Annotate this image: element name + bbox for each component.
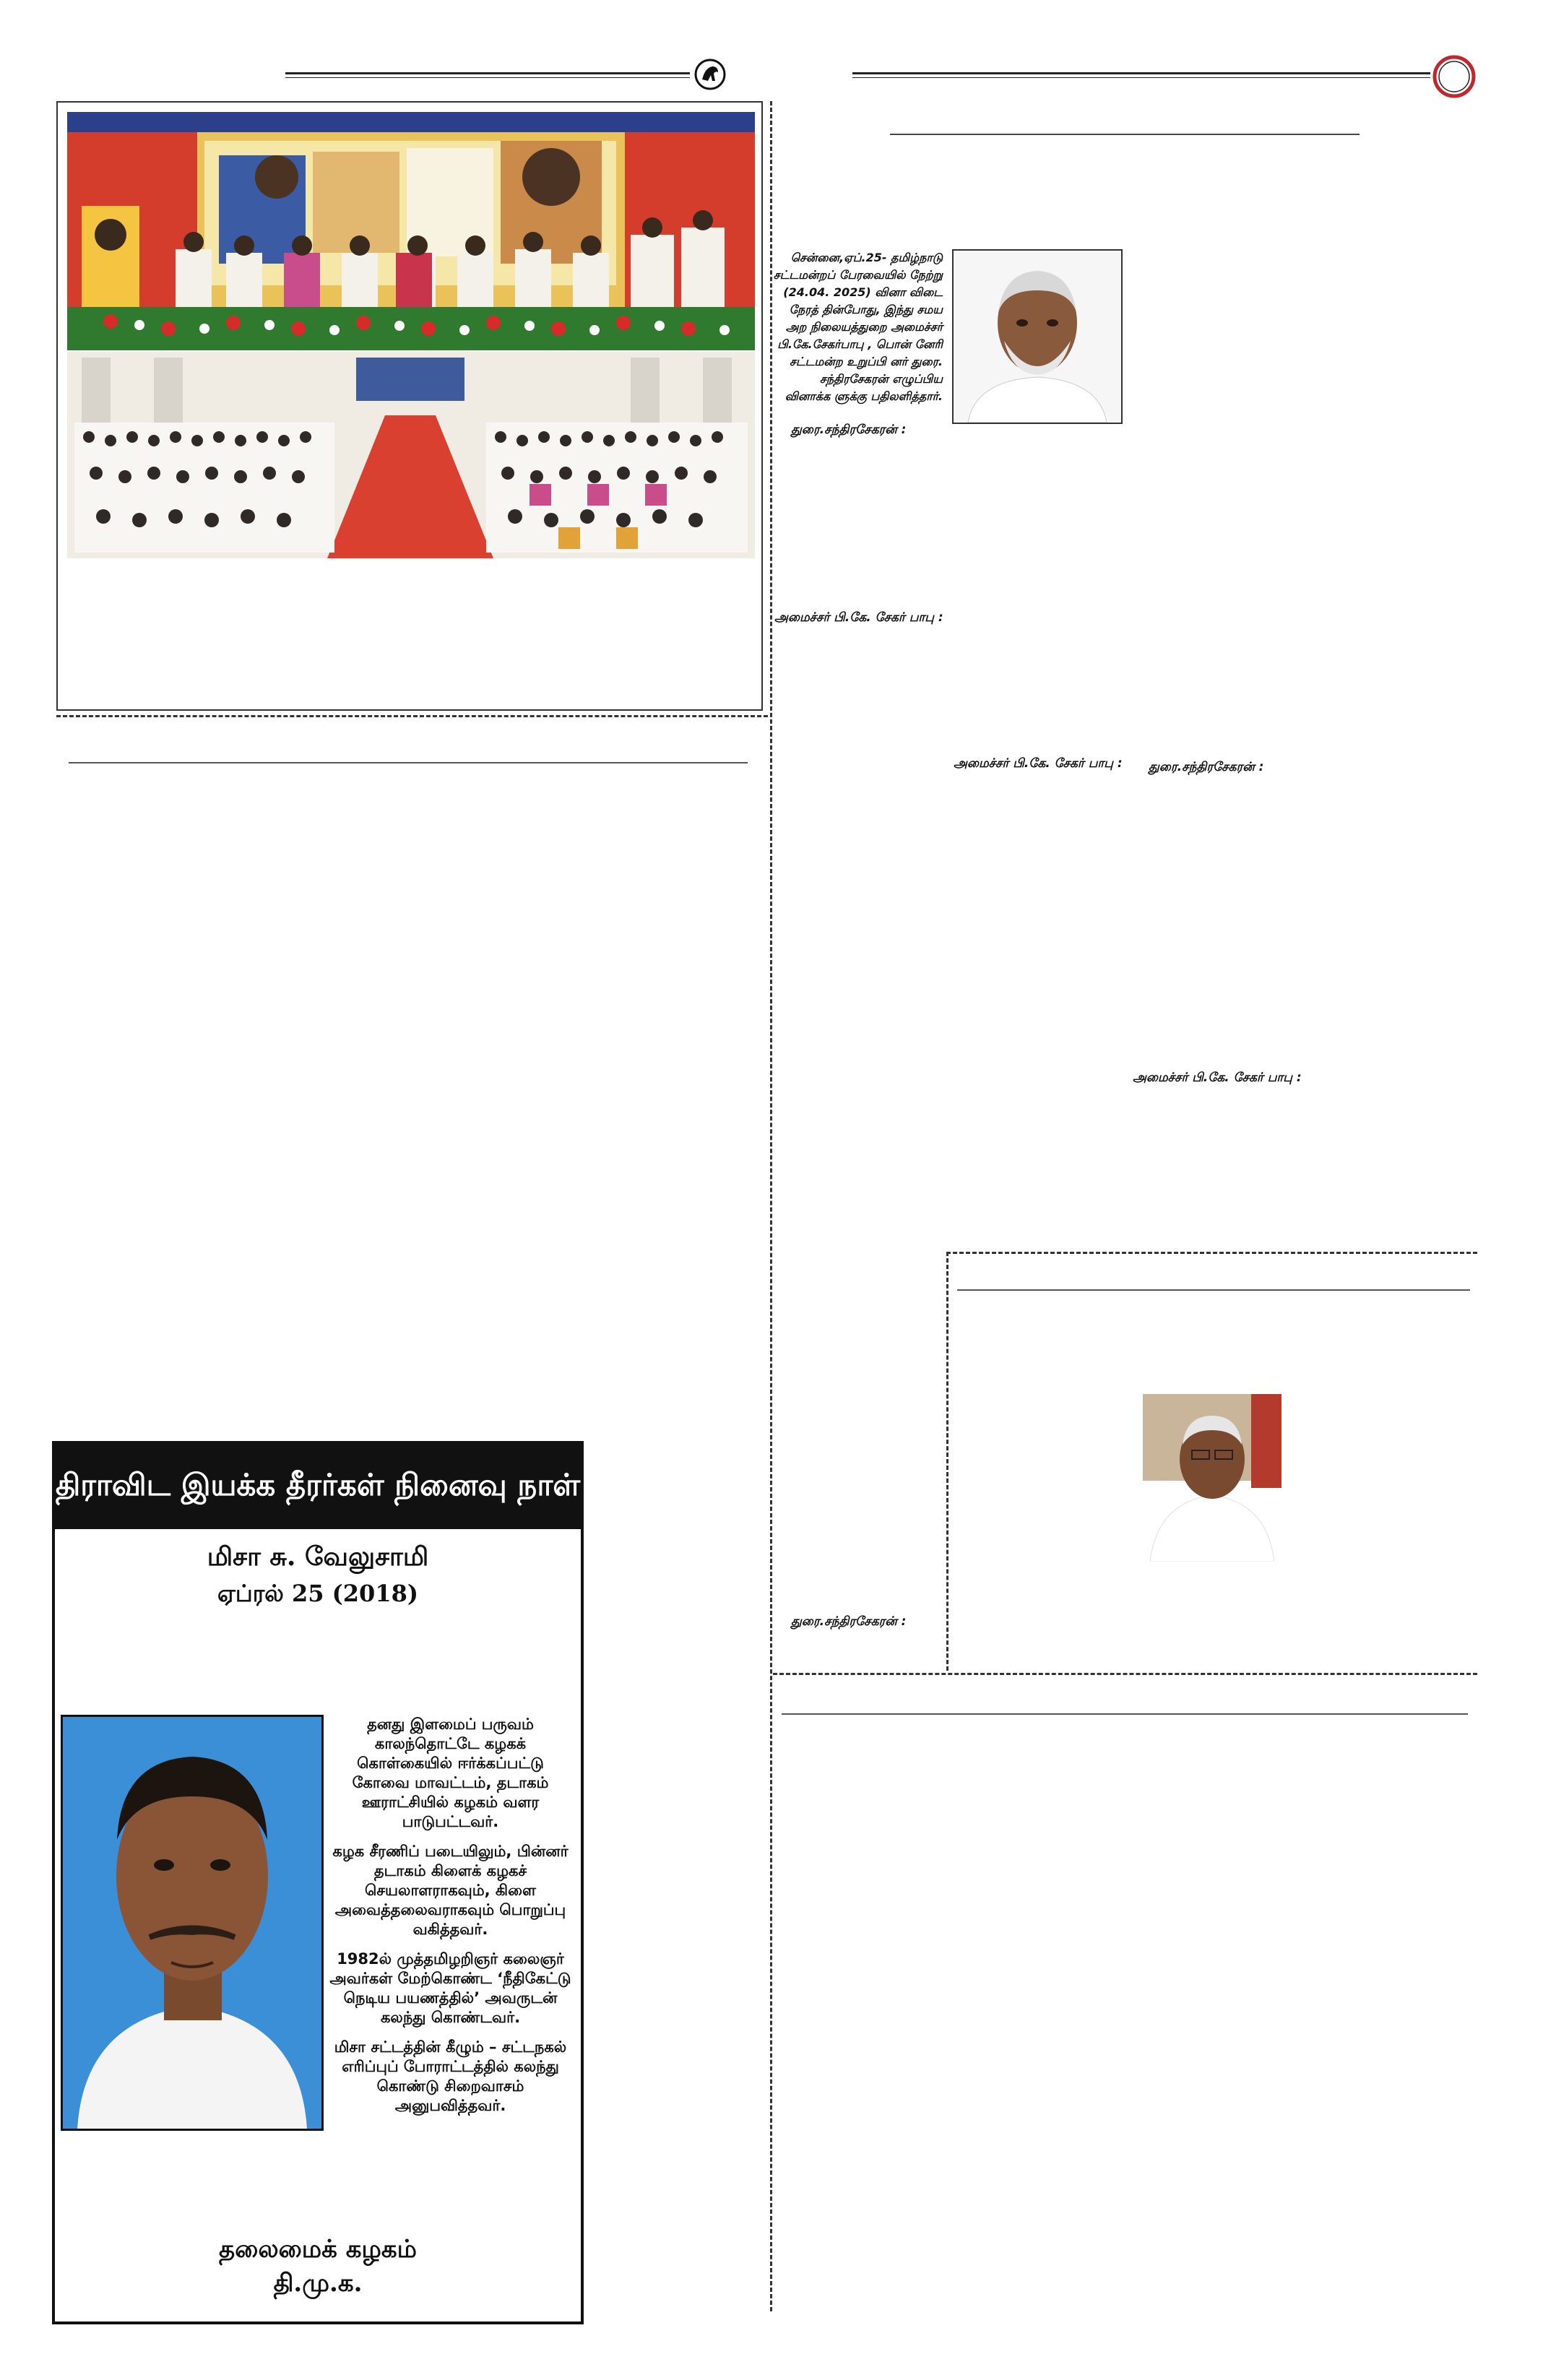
memorial-header: திராவிட இயக்க தீரர்கள் நினைவு நாள் (55, 1444, 581, 1529)
sidebox-left-dashed (946, 1252, 948, 1671)
speaker-label-5: அமைச்சர் பி.கே. சேகர் பாபு : (1133, 1070, 1302, 1085)
memorial-bio-para-1: தனது இளமைப் பருவம் காலந்தொட்டே கழகக் கொள்கையில் ஈர்க்கப்பட்டு கோவை மாவட்டம், தடாகம் ஊராட்சியில் கழகம் வளர பாடுபட்டவர். (352, 1715, 549, 1830)
event-photo (67, 112, 755, 558)
memorial-date: ஏப்ரல் 25 (2018) (217, 1580, 418, 1607)
left-top-dashed-separator (56, 715, 768, 717)
left-headline-rule (69, 762, 748, 763)
speaker-label-1: துரை.சந்திரசேகரன் : (791, 423, 907, 437)
memorial-bio (329, 1715, 571, 2126)
header-rule-left-2 (285, 77, 690, 78)
mla-portrait (1143, 1394, 1281, 1562)
party-logo-icon (693, 58, 727, 91)
memorial-signature-1: தலைமைக் கழகம் (219, 2235, 417, 2264)
article-lead-text: சென்னை,ஏப்.25- தமிழ்நாடு சட்டமன்றப் பேரவையில் நேற்று (24.04. 2025) வினா விடை நேரத் தின்போது, இந்து சமய அற நிலையத்துறை அமைச்சர் பி.கே.சேகர்பாபு , பொன் னேரி சட்டமன்ற உறுப்பி னர் துரை. சந்திரசேகரன் எழுப்பிய வினாக்க ளுக்கு பதிலளித்தார். (773, 251, 943, 403)
memorial-bio-para-4: மிசா சட்டத்தின் கீழும் – சட்டநகல் எரிப்புப் போராட்டத்தில் கலந்து கொண்டு சிறைவாசம் அனுபவித்தவர். (334, 2038, 567, 2114)
header-rule-right (852, 72, 1430, 74)
speaker-label-6: துரை.சந்திரசேகரன் : (791, 1614, 907, 1629)
memorial-name: மிசா சு. வேலுசாமி (207, 1541, 429, 1572)
sidebox-top-dashed (946, 1252, 1477, 1254)
header-rule-left (285, 72, 690, 74)
memorial-portrait (61, 1715, 324, 2131)
right-headline-rule (890, 134, 1360, 135)
column-divider (770, 101, 772, 2311)
minister-portrait (952, 249, 1123, 424)
memorial-signature-2: தி.மு.க. (273, 2269, 363, 2298)
speaker-label-2: அமைச்சர் பி.கே. சேகர் பாபு : (774, 610, 943, 625)
header-rule-right-2 (852, 77, 1430, 78)
right-lower-headline-rule (782, 1713, 1468, 1715)
sidebox-headline-rule (957, 1289, 1470, 1291)
speaker-label-4: துரை.சந்திரசேகரன் : (1149, 760, 1264, 774)
memorial-bio-para-3: 1982ல் முத்தமிழறிஞர் கலைஞர் அவர்கள் மேற்கொண்ட ‘நீதிகேட்டு நெடிய பயணத்தில்’ அவருடன் கலந்து கொண்டவர். (329, 1950, 571, 2026)
page-marker-icon (1432, 54, 1477, 99)
memorial-bio-para-2: கழக சீரணிப் படையிலும், பின்னர் தடாகம் கிளைக் கழகச் செயலாளராகவும், கிளை அவைத்தலைவராகவும் பொறுப்பு வகித்தவர். (332, 1843, 569, 1938)
memorial-notice (52, 1441, 584, 2324)
right-lower-dashed-separator (773, 1673, 1477, 1675)
speaker-label-3: அமைச்சர் பி.கே. சேகர் பாபு : (954, 756, 1123, 771)
